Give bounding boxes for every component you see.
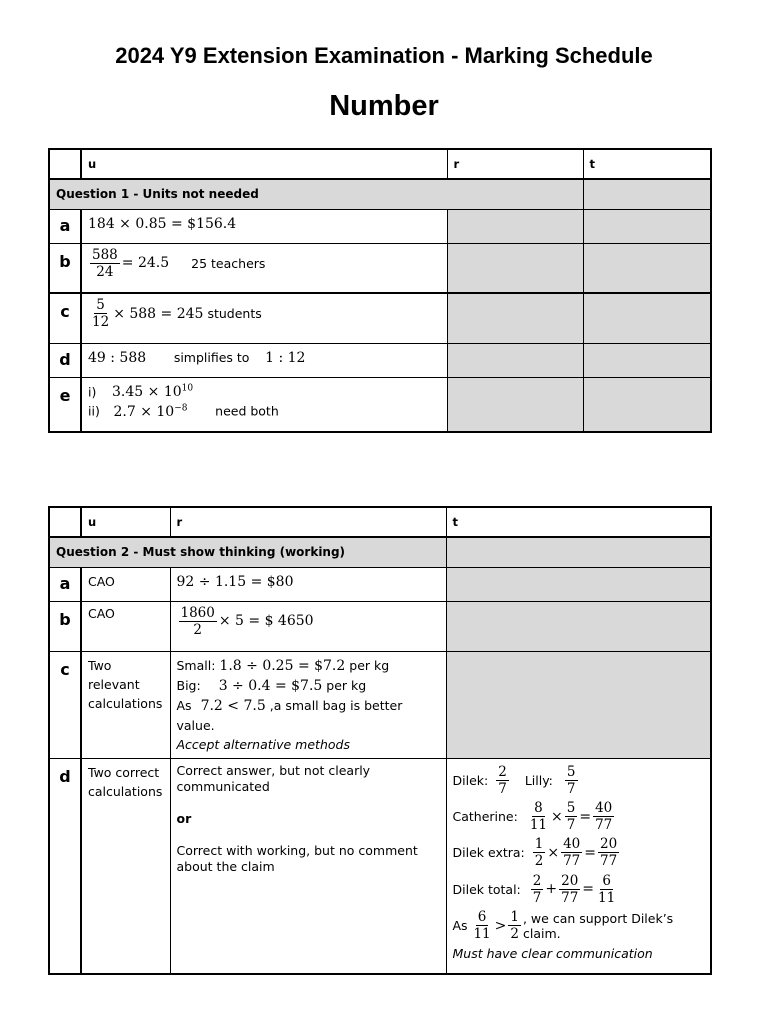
question-title-row (49, 179, 711, 209)
answer-note: simplifies to (173, 349, 250, 365)
question-title-shade (446, 537, 711, 567)
row-letter: a (49, 209, 81, 243)
fraction: $\frac{20}{77}$ (561, 872, 579, 906)
unit: per kg (349, 657, 390, 673)
calc: 3 ÷ 0.4 = $7.5 (218, 677, 323, 694)
conclusion: ,a small bag is better value. (176, 697, 403, 733)
shaded-cell (446, 601, 711, 651)
label: Dilek: (452, 772, 489, 788)
table-row (49, 343, 711, 377)
fraction: $\frac{8}{11}$ (529, 799, 548, 834)
question-title-shade (583, 179, 711, 209)
fraction: $\frac{2}{7}$ (498, 763, 507, 797)
answer-math: × 5 = $ 4650 (218, 613, 314, 630)
label: As (452, 918, 468, 934)
shaded-cell (583, 343, 711, 377)
accept-note: Accept alternative methods (176, 736, 350, 752)
r-cell (170, 651, 446, 758)
row-letter: b (49, 601, 81, 651)
ratio-simplified: 1 : 12 (265, 349, 306, 366)
table-header-row (49, 149, 711, 179)
row-letter: d (49, 343, 81, 377)
unit: per kg (326, 677, 367, 693)
fraction: $\frac{40}{77}$ (595, 799, 613, 834)
page-subtitle: Number (329, 90, 439, 122)
shaded-cell (583, 377, 711, 432)
header-blank (49, 507, 81, 537)
header-r: r (447, 149, 583, 179)
criterion-1: Correct answer, but not clearly communicated (176, 762, 371, 794)
row-letter: b (49, 243, 81, 293)
shaded-cell (583, 293, 711, 343)
header-blank (49, 149, 81, 179)
t-cell: Dilek: $\frac{2}{7}$ Lilly: $\frac{5}{7}$ Catherine: $\frac{8}{11}$ × $\frac{5}{7}$ = $\frac{40}{77}$ Dilek extra: $\frac{1}{2}$ × $\frac{40}{77}$ = $\frac{20}{77}$ Dilek total: $\frac{2}{7}$ + $\frac{20}{77}$ = $\frac{6}{11}$ As $\frac{6}{11}$ > $\frac{1}{2}$ , we can support Dilek’s claim. Must have clear communication (446, 758, 711, 974)
answer-note: need both (215, 403, 279, 419)
sci-notation: $3.45 \times 10^{10}$ (112, 383, 194, 401)
table-row (49, 567, 711, 601)
fraction: $\frac{40}{77}$ (563, 836, 581, 870)
row-letter: c (49, 651, 81, 758)
fraction: $\frac{1860}{2}$ (180, 604, 215, 638)
answer-math: 184 × 0.85 = $156.4 (88, 215, 237, 232)
label: Dilek total: (452, 881, 521, 897)
table-row (49, 651, 711, 758)
answer-math: = 24.5 (121, 255, 170, 272)
question-2-table (48, 506, 712, 975)
label: As (176, 697, 192, 713)
u-cell: Two relevant calculations (81, 651, 170, 758)
answer-cell (81, 293, 447, 343)
shaded-cell (446, 567, 711, 601)
conclusion: , we can support Dilek’s claim. (522, 910, 674, 941)
header-t: t (583, 149, 711, 179)
label: Small: (176, 657, 216, 673)
criterion-2: Correct with working, but no comment about the claim (176, 842, 418, 874)
table-row (49, 377, 711, 432)
label: Dilek extra: (452, 845, 525, 861)
r-cell (170, 601, 446, 651)
table-row (49, 243, 711, 293)
fraction: $\frac{588}{24}$ (92, 246, 118, 280)
sci-notation: $2.7 \times 10^{-8}$ (113, 403, 188, 420)
label: Big: (176, 677, 201, 693)
shaded-cell (446, 651, 711, 758)
answer-cell (81, 209, 447, 243)
answer-note: 25 teachers (191, 255, 266, 271)
fraction: $\frac{6}{11}$ (598, 872, 616, 906)
shaded-cell (583, 209, 711, 243)
row-letter: a (49, 567, 81, 601)
fraction: $\frac{2}{7}$ (532, 872, 542, 906)
question-title-row (49, 537, 711, 567)
calc: 7.2 < 7.5 (200, 697, 266, 714)
table-header-row (49, 507, 711, 537)
answer-math: × 588 = 245 (113, 305, 204, 322)
row-letter: c (49, 293, 81, 343)
r-cell (170, 758, 446, 974)
fraction: $\frac{5}{7}$ (566, 799, 576, 834)
table-row (49, 293, 711, 343)
question-title: Question 2 - Must show thinking (working) (49, 537, 446, 567)
label: Catherine: (452, 809, 518, 825)
header-r: r (170, 507, 446, 537)
u-cell: CAO (81, 601, 170, 651)
r-cell (170, 567, 446, 601)
fraction: $\frac{6}{11}$ (473, 908, 491, 943)
fraction: $\frac{1}{2}$ (534, 836, 544, 870)
label: Lilly: (524, 772, 553, 788)
fraction: $\frac{1}{2}$ (510, 908, 519, 943)
answer-cell (81, 377, 447, 432)
or-label: or (176, 810, 192, 826)
calc: 1.8 ÷ 0.25 = $7.2 (219, 657, 346, 674)
page-title: 2024 Y9 Extension Examination - Marking Schedule (115, 43, 653, 68)
shaded-cell (447, 377, 583, 432)
ratio-math: 49 : 588 (88, 349, 147, 366)
table-row (49, 209, 711, 243)
shaded-cell (447, 293, 583, 343)
answer-cell (81, 343, 447, 377)
shaded-cell (447, 243, 583, 293)
fraction: $\frac{5}{12}$ (92, 297, 110, 331)
header-t: t (446, 507, 711, 537)
header-u: u (81, 149, 447, 179)
answer-note: students (207, 306, 262, 322)
u-cell: Two correct calculations (81, 758, 170, 974)
fraction: $\frac{5}{7}$ (566, 763, 576, 797)
part-label: i) (88, 384, 97, 400)
row-letter: d (49, 758, 81, 974)
question-1-table (48, 148, 712, 433)
shaded-cell (447, 343, 583, 377)
header-u: u (81, 507, 170, 537)
u-cell: CAO (81, 567, 170, 601)
row-letter: e (49, 377, 81, 432)
shaded-cell (583, 243, 711, 293)
answer-math: 92 ÷ 1.15 = $80 (176, 573, 294, 590)
table-row (49, 758, 711, 974)
must-note: Must have clear communication (452, 946, 653, 962)
shaded-cell (447, 209, 583, 243)
fraction: $\frac{20}{77}$ (600, 836, 618, 870)
table-row (49, 601, 711, 651)
part-label: ii) (88, 403, 100, 419)
answer-cell (81, 243, 447, 293)
question-title: Question 1 - Units not needed (49, 179, 583, 209)
